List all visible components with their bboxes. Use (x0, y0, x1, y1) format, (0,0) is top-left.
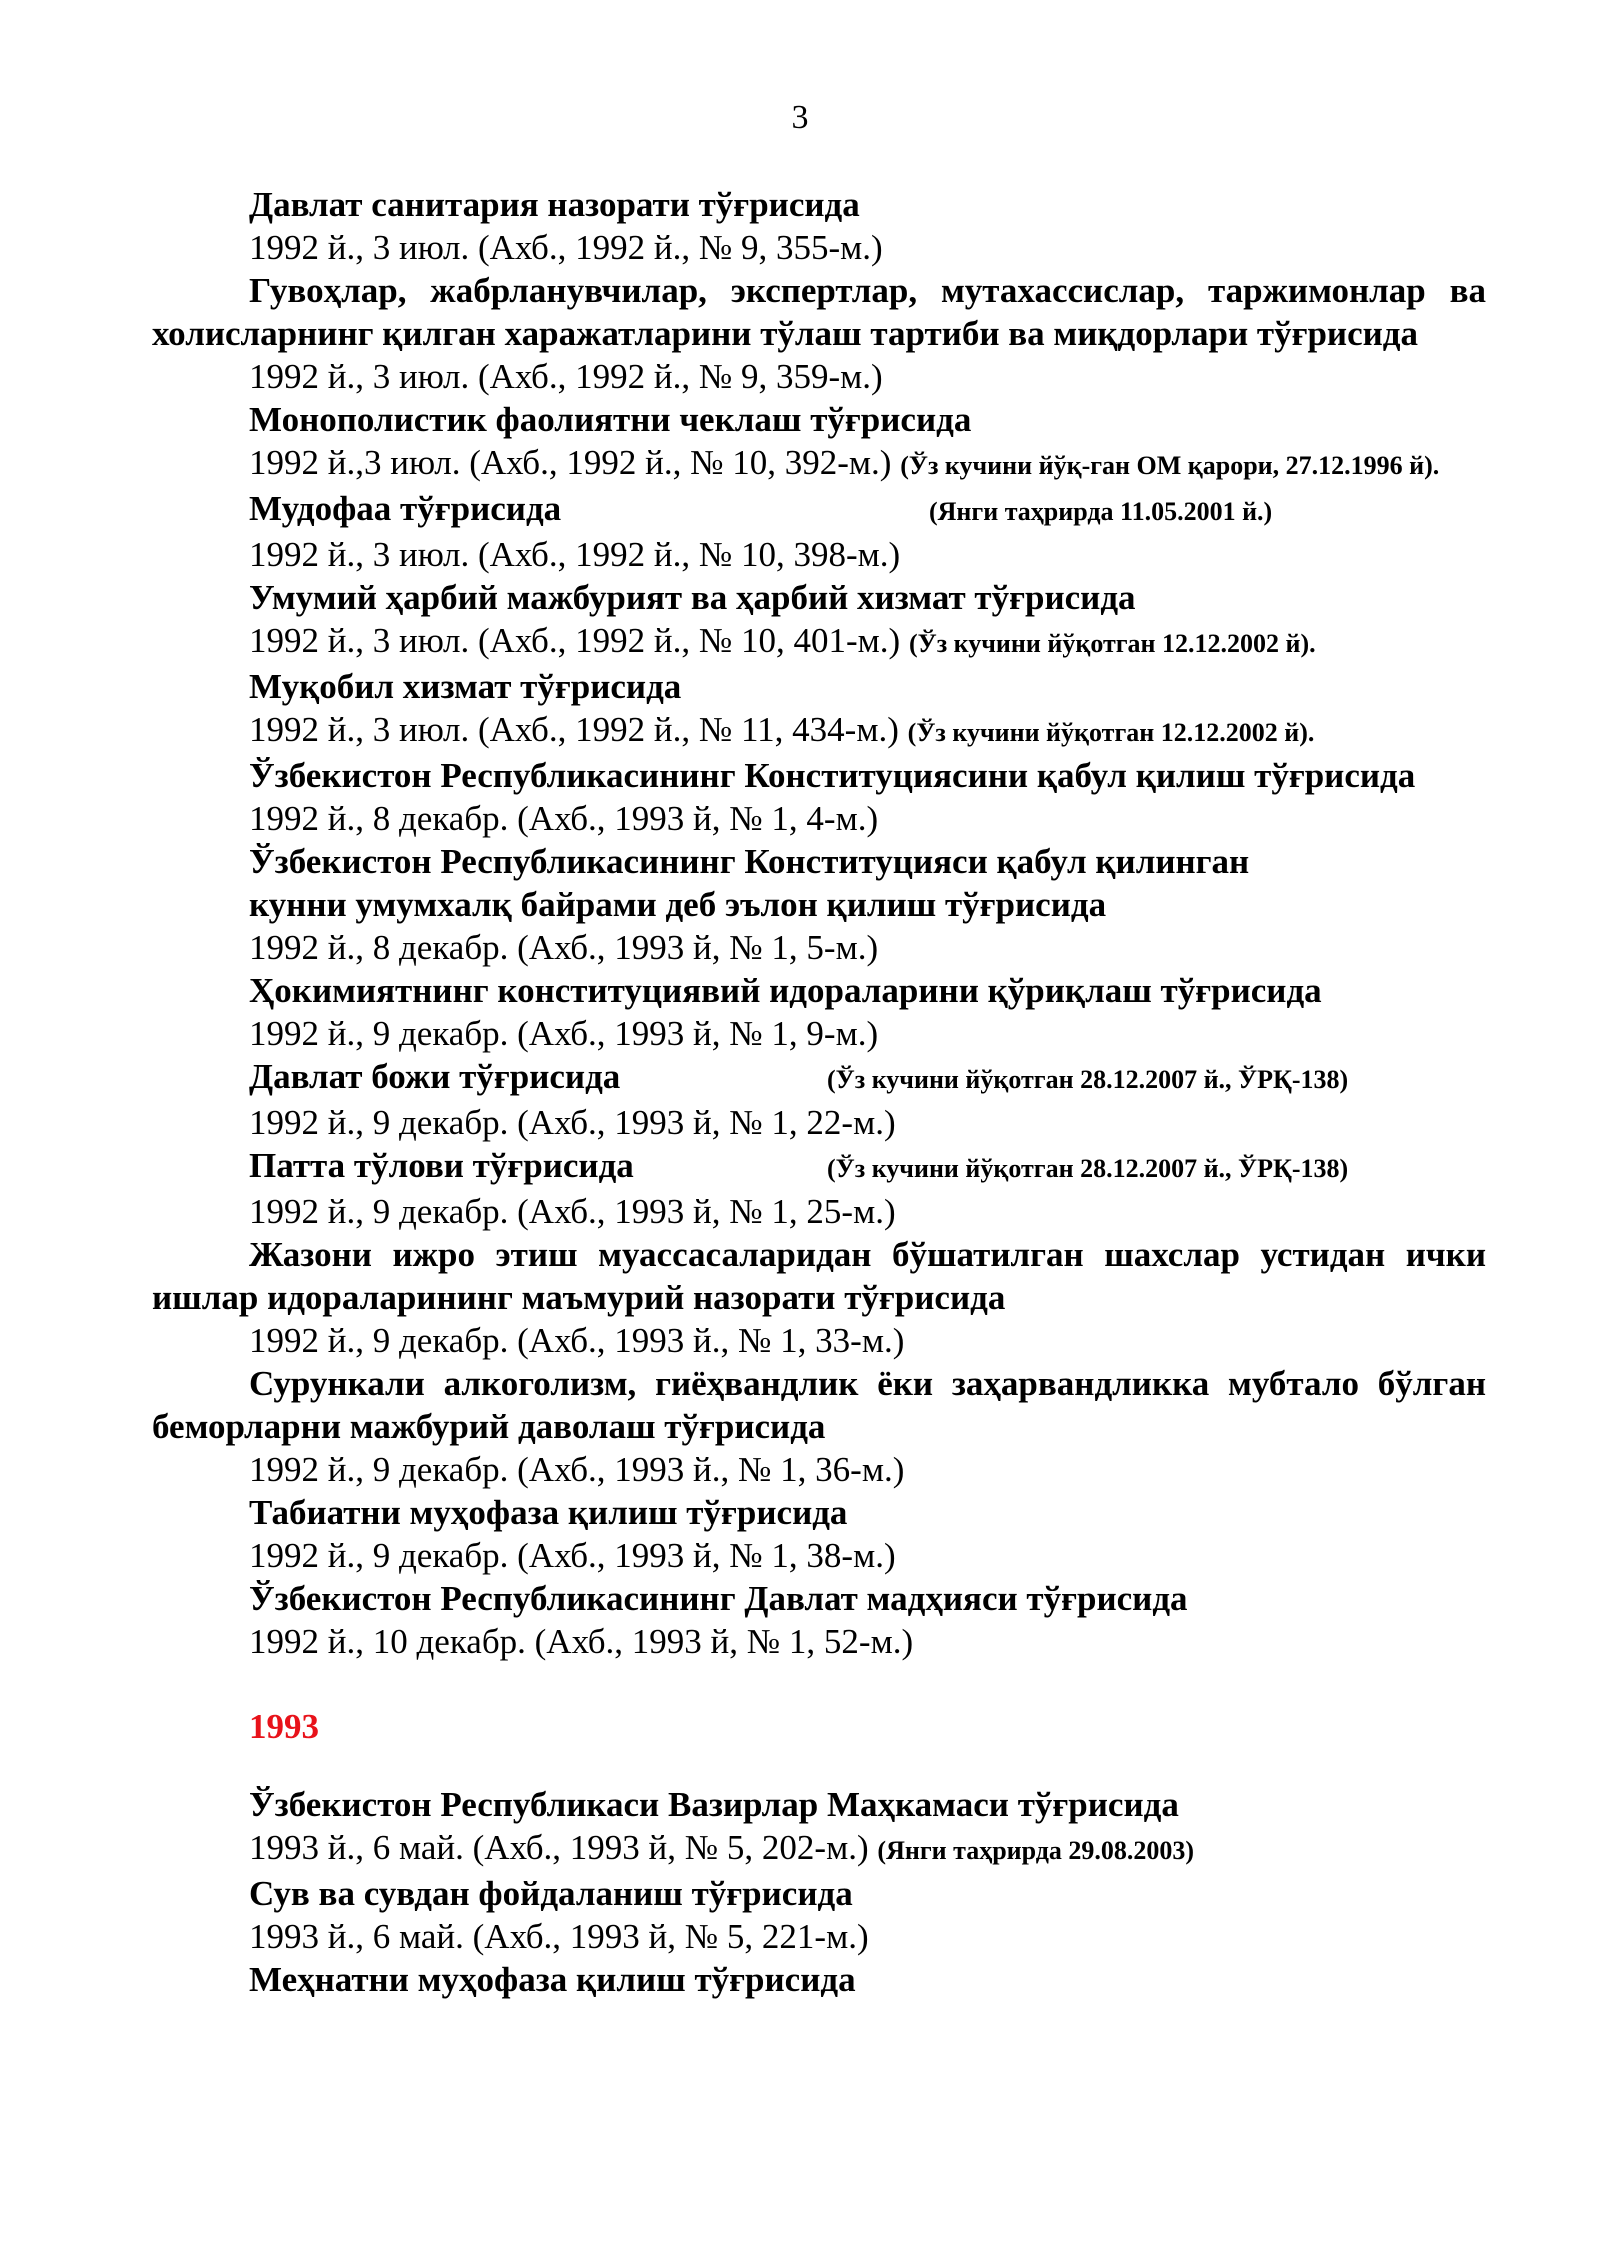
law-title: Мудофаа тўғрисида (249, 489, 562, 528)
law-title: Ўзбекистон Республикаси Вазирлар Маҳкамаси тўғрисида (249, 1785, 1179, 1824)
law-title-row (152, 1055, 1486, 1101)
law-title-row (152, 1144, 1486, 1190)
law-reference: 1992 й., 9 декабр. (Ахб., 1993 й, № 1, 38-м.) (249, 1536, 896, 1575)
law-reference: 1992 й., 8 декабр. (Ахб., 1993 й, № 1, 5-м.) (249, 928, 879, 967)
law-title-row (152, 487, 1486, 533)
page-number: 3 (791, 99, 809, 136)
law-status-note: (Ўз кучини йўқотган 12.12.2002 й). (908, 629, 1316, 658)
law-title: Гувоҳлар, жабрланувчилар, экспертлар, мутахассислар, таржимонлар ва холисларнинг қилган харажатларини тўлаш тартиби ва миқдорлари тўғрисида (152, 271, 1486, 353)
law-reference: 1992 й., 9 декабр. (Ахб., 1993 й., № 1, 36-м.) (249, 1450, 905, 1489)
law-title: Сурункали алкоголизм, гиёҳвандлик ёки заҳарвандликка мубтало бўлган беморларни мажбурий даволаш тўғрисида (152, 1364, 1486, 1446)
law-reference: 1992 й., 9 декабр. (Ахб., 1993 й, № 1, 22-м.) (249, 1103, 896, 1142)
law-title: Табиатни муҳофаза қилиш тўғрисида (249, 1493, 848, 1532)
law-reference-with-note (152, 619, 1486, 665)
law-status-note: (Янги таҳрирда 29.08.2003) (877, 1836, 1195, 1865)
law-title-line-1: Ўзбекистон Республикасининг Конституцияси қабул қилинган (249, 842, 1250, 881)
law-reference: 1993 й., 6 май. (Ахб., 1993 й, № 5, 202-м.) (249, 1828, 869, 1867)
law-title: Патта тўлови тўғрисида (249, 1146, 634, 1185)
law-reference: 1992 й., 3 июл. (Ахб., 1992 й., № 9, 359-м.) (249, 357, 883, 396)
law-reference-with-note (152, 441, 1486, 487)
law-status-note: (Ўз кучини йўқотган 12.12.2002 й). (907, 718, 1315, 747)
law-title: Давлат санитария назорати тўғрисида (249, 185, 860, 224)
law-reference: 1993 й., 6 май. (Ахб., 1993 й, № 5, 221-м.) (249, 1917, 869, 1956)
year-heading: 1993 (249, 1707, 319, 1746)
law-reference: 1992 й.,3 июл. (Ахб., 1992 й., № 10, 392-м.) (249, 443, 892, 482)
law-title-line-2: кунни умумхалқ байрами деб эълон қилиш тўғрисида (249, 885, 1107, 924)
law-title: Давлат божи тўғрисида (249, 1057, 621, 1096)
law-reference: 1992 й., 3 июл. (Ахб., 1992 й., № 10, 398-м.) (249, 535, 901, 574)
law-title: Ўзбекистон Республикасининг Давлат мадҳияси тўғрисида (249, 1579, 1188, 1618)
law-reference-with-note (152, 708, 1486, 754)
law-reference-with-note (152, 1826, 1486, 1872)
law-reference: 1992 й., 9 декабр. (Ахб., 1993 й., № 1, 33-м.) (249, 1321, 905, 1360)
law-list (152, 183, 1486, 2001)
law-reference: 1992 й., 3 июл. (Ахб., 1992 й., № 9, 355-м.) (249, 228, 883, 267)
law-reference: 1992 й., 3 июл. (Ахб., 1992 й., № 10, 401-м.) (249, 621, 901, 660)
law-reference: 1992 й., 8 декабр. (Ахб., 1993 й, № 1, 4-м.) (249, 799, 879, 838)
law-title: Ўзбекистон Республикасининг Конституциясини қабул қилиш тўғрисида (249, 756, 1416, 795)
law-reference: 1992 й., 3 июл. (Ахб., 1992 й., № 11, 434-м.) (249, 710, 899, 749)
law-status-note: (Ўз кучини йўқ-ган ОМ қарори, 27.12.1996 й). (900, 451, 1440, 480)
law-reference: 1992 й., 10 декабр. (Ахб., 1993 й, № 1, 52-м.) (249, 1622, 914, 1661)
law-status-note: (Янги таҳрирда 11.05.2001 й.) (929, 497, 1273, 526)
law-title: Жазони ижро этиш муассасаларидан бўшатилган шахслар устидан ички ишлар идораларининг маъмурий назорати тўғрисида (152, 1235, 1486, 1317)
law-title: Меҳнатни муҳофаза қилиш тўғрисида (249, 1960, 856, 1999)
law-reference: 1992 й., 9 декабр. (Ахб., 1993 й, № 1, 25-м.) (249, 1192, 896, 1231)
law-title: Монополистик фаолиятни чеклаш тўғрисида (249, 400, 972, 439)
law-status-note: (Ўз кучини йўқотган 28.12.2007 й., ЎРҚ-138) (827, 1065, 1349, 1094)
law-title: Муқобил хизмат тўғрисида (249, 667, 682, 706)
law-title: Умумий ҳарбий мажбурият ва ҳарбий хизмат тўғрисида (249, 578, 1136, 617)
law-status-note: (Ўз кучини йўқотган 28.12.2007 й., ЎРҚ-138) (827, 1154, 1349, 1183)
law-reference: 1992 й., 9 декабр. (Ахб., 1993 й, № 1, 9-м.) (249, 1014, 879, 1053)
law-title: Сув ва сувдан фойдаланиш тўғрисида (249, 1874, 853, 1913)
law-title: Ҳокимиятнинг конституциявий идораларини қўриқлаш тўғрисида (249, 971, 1322, 1010)
